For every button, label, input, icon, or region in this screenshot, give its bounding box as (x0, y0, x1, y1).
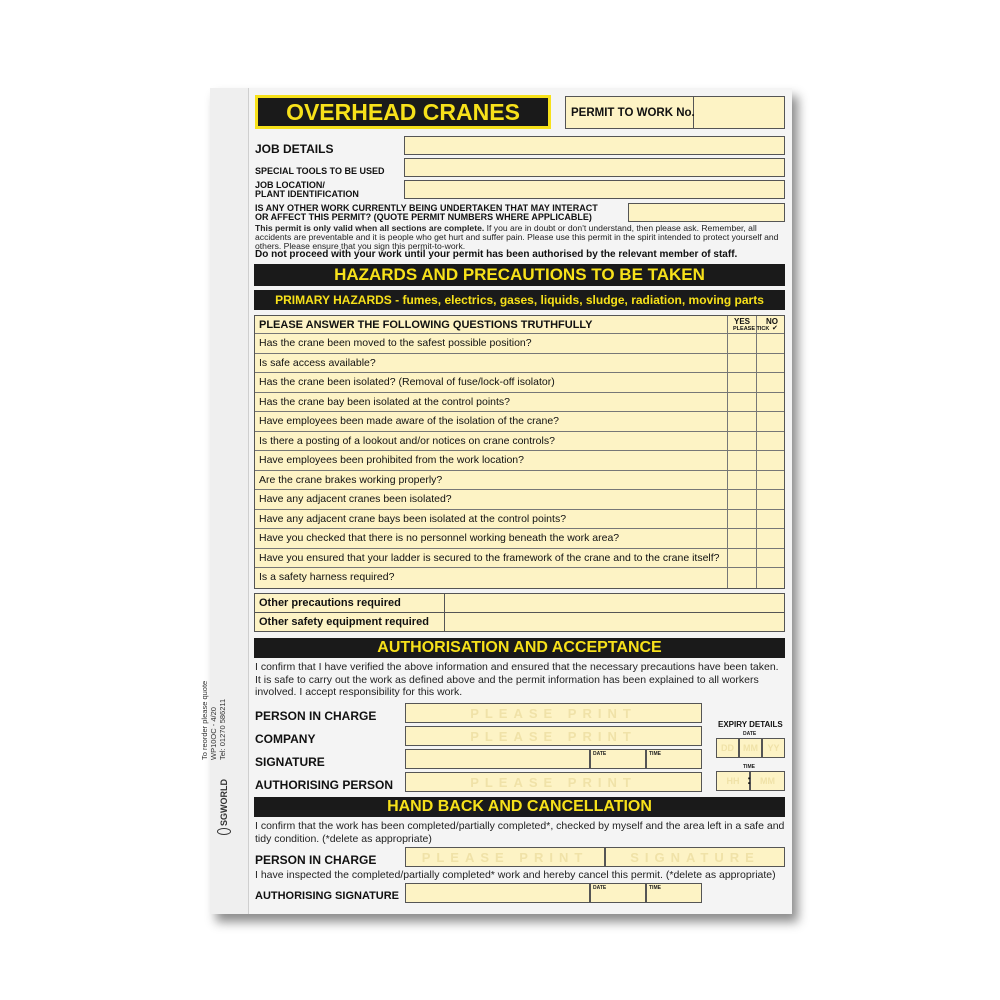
person-in-charge-label: PERSON IN CHARGE (255, 709, 377, 723)
question-row (255, 471, 784, 491)
yes-label: YES (734, 317, 751, 326)
no-checkbox[interactable] (756, 568, 786, 588)
authorising-time-label: TIME (649, 885, 661, 891)
no-checkbox[interactable] (756, 354, 786, 373)
question-text: Is a safety harness required? (259, 571, 395, 583)
no-checkbox[interactable] (756, 529, 786, 548)
expiry-date-label: DATE (743, 731, 757, 737)
question-text: Has the crane been moved to the safest possible position? (259, 337, 532, 349)
yes-checkbox[interactable] (727, 568, 757, 588)
handback-text: I confirm that the work has been completed/partially completed*, checked by myself and the area left in a safe and tidy condition. (*delete as appropriate) (255, 820, 785, 845)
company-field[interactable]: PLEASE PRINT (405, 726, 702, 746)
yes-checkbox[interactable] (727, 373, 757, 392)
question-text: Has the crane been isolated? (Removal of fuse/lock-off isolator) (259, 376, 555, 388)
question-row (255, 510, 784, 530)
hazards-heading: HAZARDS AND PRECAUTIONS TO BE TAKEN (254, 264, 785, 286)
brand-circle-icon (217, 828, 231, 835)
question-text: Has the crane bay been isolated at the control points? (259, 395, 510, 408)
no-checkbox[interactable] (756, 490, 786, 509)
no-label: NO (766, 317, 778, 326)
handback-heading: HAND BACK AND CANCELLATION (254, 797, 785, 817)
no-checkbox[interactable] (756, 373, 786, 392)
yes-checkbox[interactable] (727, 549, 757, 568)
page-title: OVERHEAD CRANES (286, 98, 520, 125)
question-text: Have employees been made aware of the isolation of the crane? (259, 415, 560, 427)
question-text: Is safe access available? (259, 356, 376, 369)
handback-person-print-field[interactable]: PLEASE PRINT (405, 847, 605, 867)
expiry-hour-field[interactable]: HH (716, 771, 750, 791)
question-text: Have any adjacent crane bays been isolated at the control points? (259, 512, 567, 525)
no-checkbox[interactable] (756, 432, 786, 451)
signature-label: SIGNATURE (255, 755, 325, 769)
expiry-time-label: TIME (743, 764, 755, 770)
yes-checkbox[interactable] (727, 393, 757, 412)
expiry-month-field[interactable]: MM (739, 738, 762, 758)
validity-bold: This permit is only valid when all sections are complete. (255, 223, 485, 233)
job-details-field[interactable] (404, 136, 785, 155)
question-row (255, 490, 784, 510)
question-text: Have any adjacent cranes been isolated? (259, 493, 452, 505)
please-tick-label: PLEASE TICK (733, 326, 770, 332)
question-row (255, 393, 784, 413)
yes-checkbox[interactable] (727, 471, 757, 490)
title-box (255, 95, 551, 129)
other-work-label-1: IS ANY OTHER WORK CURRENTLY BEING UNDERTAKEN THAT MAY INTERACT (255, 203, 598, 213)
job-location-field[interactable] (404, 180, 785, 199)
no-checkbox[interactable] (756, 510, 786, 529)
authorising-signature-label: AUTHORISING SIGNATURE (255, 890, 400, 902)
question-rows (255, 334, 784, 588)
question-text: Is there a posting of a lookout and/or notices on crane controls? (259, 434, 555, 447)
reorder-tel: Tel: 01270 586211 (218, 698, 227, 760)
question-row (255, 529, 784, 549)
job-location-label-2: PLANT IDENTIFICATION (255, 189, 359, 199)
authorising-signature-field[interactable] (405, 883, 590, 903)
other-equipment-input[interactable] (446, 614, 784, 631)
reorder-info (200, 650, 240, 760)
handback-person-label: PERSON IN CHARGE (255, 853, 377, 867)
authorising-person-label: AUTHORISING PERSON (255, 778, 394, 792)
questions-table (254, 315, 785, 589)
authorising-person-field[interactable]: PLEASE PRINT (405, 772, 702, 792)
question-row (255, 354, 784, 374)
question-row (255, 334, 784, 354)
other-work-label-2: OR AFFECT THIS PERMIT? (QUOTE PERMIT NUMBERS WHERE APPLICABLE) (255, 212, 592, 222)
other-divider-h (254, 612, 785, 613)
yes-checkbox[interactable] (727, 432, 757, 451)
yes-checkbox[interactable] (727, 490, 757, 509)
expiry-time-colon: : (747, 772, 752, 787)
other-precautions-input[interactable] (446, 594, 784, 611)
yes-checkbox[interactable] (727, 529, 757, 548)
signature-time-label: TIME (649, 751, 661, 757)
question-text: Have employees been prohibited from the work location? (259, 454, 524, 466)
question-row (255, 549, 784, 569)
permit-number-label: PERMIT TO WORK No. (571, 107, 695, 119)
yes-checkbox[interactable] (727, 354, 757, 373)
primary-hazards-bar: PRIMARY HAZARDS - fumes, electrics, gases, liquids, sludge, radiation, moving parts (254, 290, 785, 310)
no-checkbox[interactable] (756, 393, 786, 412)
no-checkbox[interactable] (756, 334, 786, 353)
question-row (255, 412, 784, 432)
yes-checkbox[interactable] (727, 412, 757, 431)
reorder-text: To reorder please quote (200, 680, 209, 760)
inspected-text: I have inspected the completed/partially completed* work and hereby cancel this permit. (*delete as appropriate) (255, 869, 776, 881)
questions-header: PLEASE ANSWER THE FOLLOWING QUESTIONS TRUTHFULLY (259, 319, 593, 331)
other-divider-v (444, 593, 445, 632)
do-not-proceed-notice: Do not proceed with your work until your permit has been authorised by the relevant member of staff. (255, 249, 738, 260)
questions-header-row (255, 316, 784, 334)
question-text: Have you checked that there is no personnel working beneath the work area? (259, 532, 620, 544)
person-in-charge-field[interactable]: PLEASE PRINT (405, 703, 702, 723)
no-checkbox[interactable] (756, 471, 786, 490)
job-location-label-1: JOB LOCATION/ (255, 180, 325, 190)
tick-icon: ✔ (772, 325, 778, 332)
other-equipment-label: Other safety equipment required (259, 616, 429, 628)
no-checkbox[interactable] (756, 549, 786, 568)
signature-field[interactable] (405, 749, 590, 769)
question-row (255, 373, 784, 393)
question-row (255, 432, 784, 452)
yes-checkbox[interactable] (727, 334, 757, 353)
special-tools-field[interactable] (404, 158, 785, 177)
validity-notice (255, 224, 785, 251)
expiry-day-field[interactable]: DD (716, 738, 739, 758)
job-details-label: JOB DETAILS (255, 142, 334, 156)
no-checkbox[interactable] (756, 412, 786, 431)
expiry-minute-field[interactable]: MM (750, 771, 785, 791)
yes-checkbox[interactable] (727, 510, 757, 529)
question-text: Have you ensured that your ladder is secured to the framework of the crane and to the crane itself? (259, 551, 720, 564)
no-checkbox[interactable] (756, 451, 786, 470)
permit-number-input[interactable] (695, 97, 783, 128)
auth-text: I confirm that I have verified the above information and ensured that the necessary precautions have been taken. It is safe to carry out the work as defined above and the permit information has been explained to all workers involved. I accept responsibility for this work. (255, 661, 779, 698)
handback-person-signature-field[interactable]: SIGNATURE (605, 847, 785, 867)
question-row (255, 568, 784, 588)
question-text: Are the crane brakes working properly? (259, 473, 443, 486)
yes-checkbox[interactable] (727, 451, 757, 470)
authorising-date-label: DATE (593, 885, 607, 891)
company-label: COMPANY (255, 732, 316, 746)
brand-name: SGWORLD (219, 779, 229, 826)
auth-heading: AUTHORISATION AND ACCEPTANCE (254, 638, 785, 658)
reorder-code: WP10OC - 4/20 (209, 707, 218, 760)
validity-text: If you are in doubt or don't understand, then please ask. Remember, all accidents are preventable and it is people who get hurt and suffer pain. Please use this permit in the spirit intended to protect yourself and others. Please ensure that you sign this permit-to-work. (255, 223, 779, 251)
other-precautions-label: Other precautions required (259, 597, 401, 609)
expiry-details-label: EXPIRY DETAILS (718, 720, 783, 729)
expiry-year-field[interactable]: YY (762, 738, 785, 758)
special-tools-label: SPECIAL TOOLS TO BE USED (255, 166, 385, 176)
signature-date-label: DATE (593, 751, 607, 757)
other-work-field[interactable] (628, 203, 785, 222)
question-row (255, 451, 784, 471)
brand-logo (214, 779, 234, 835)
